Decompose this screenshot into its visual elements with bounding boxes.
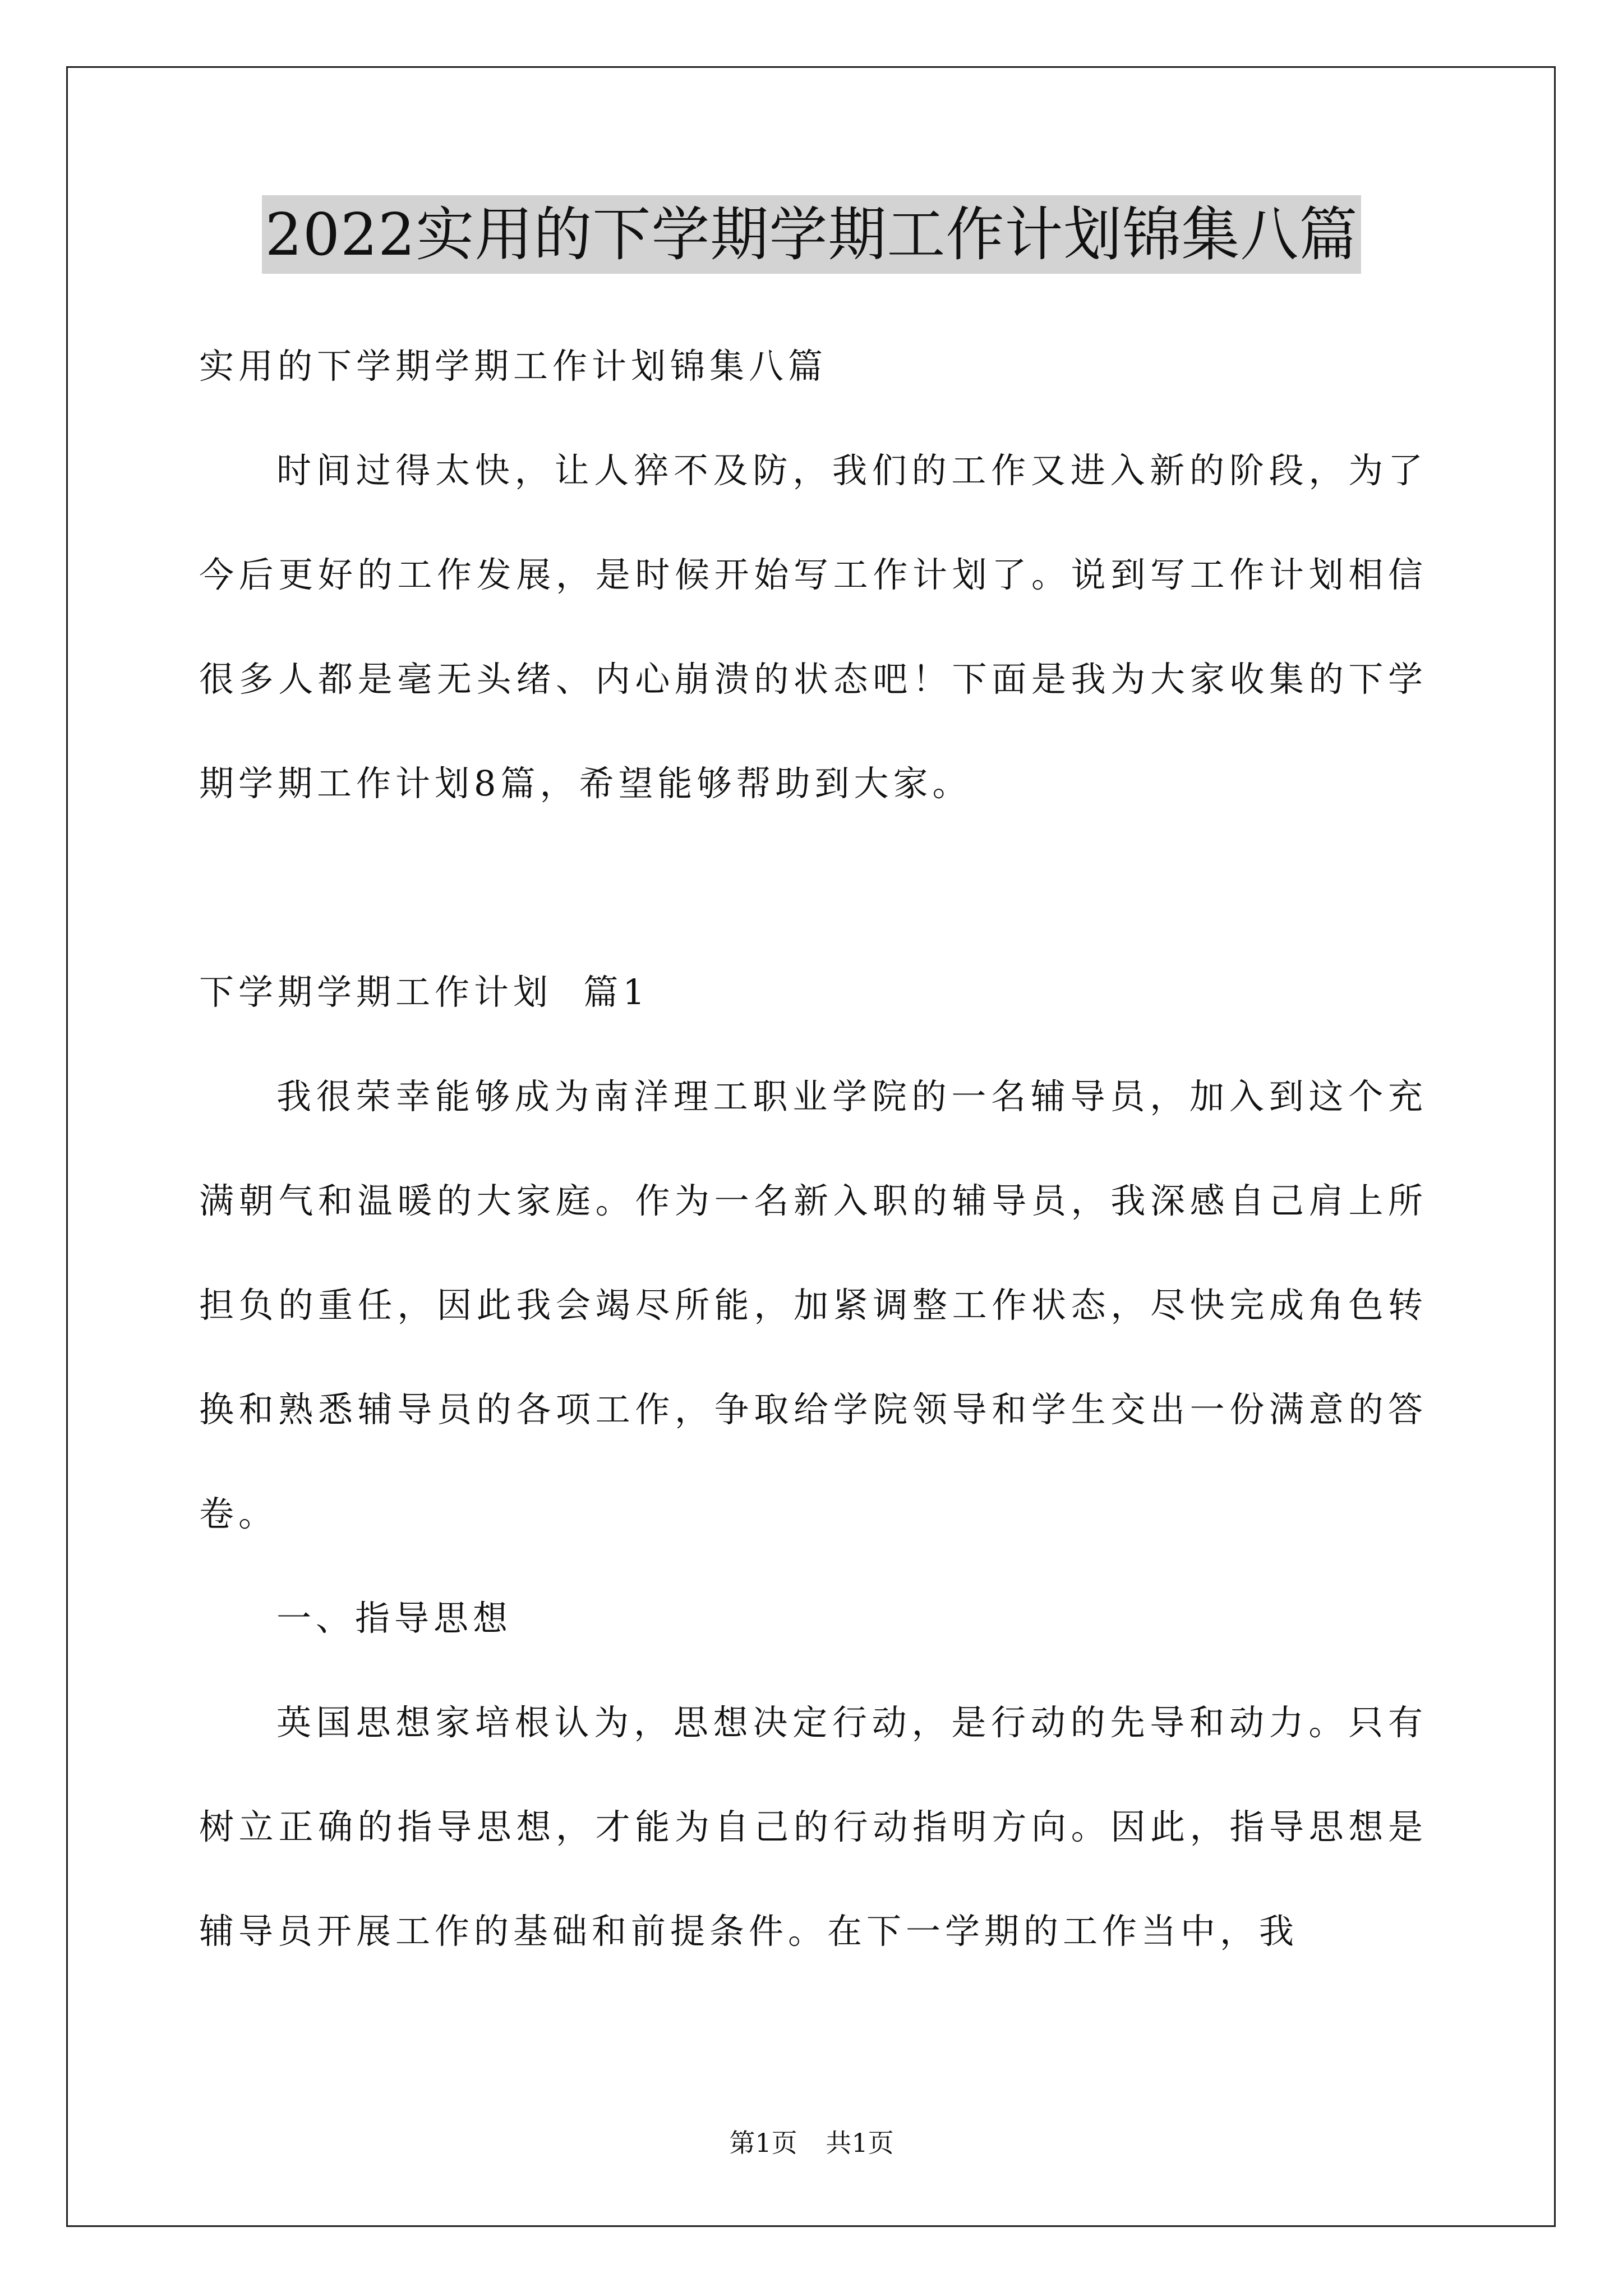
blank-line: [199, 836, 1427, 940]
page-current: 第1页: [729, 2128, 797, 2158]
paragraph-2: 英国思想家培根认为，思想决定行动，是行动的先导和动力。只有树立正确的指导思想，才能为自己的行动指明方向。因此，指导思想是辅导员开展工作的基础和前提条件。在下一学期的工作当中，我: [199, 1702, 1427, 1952]
document-body: [199, 314, 1427, 1984]
paragraph-1: 我很荣幸能够成为南洋理工职业学院的一名辅导员，加入到这个充满朝气和温暖的大家庭。作为一名新入职的辅导员，我深感自己肩上所担负的重任，因此我会竭尽所能，加紧调整工作状态，尽快完成角色转换和熟悉辅导员的各项工作，争取给学院领导和学生交出一份满意的答卷。: [199, 1076, 1427, 1534]
document-subtitle: 实用的下学期学期工作计划锦集八篇: [199, 346, 828, 386]
document-title: 2022实用的下学期学期工作计划锦集八篇: [262, 195, 1362, 274]
page-total: 共1页: [826, 2128, 894, 2158]
title-container: [0, 195, 1623, 274]
subheading-guiding-thought: 一、指导思想: [276, 1598, 513, 1639]
page-footer: [0, 2126, 1623, 2160]
intro-paragraph: 时间过得太快，让人猝不及防，我们的工作又进入新的阶段，为了今后更好的工作发展，是时候开始写工作计划了。说到写工作计划相信很多人都是毫无头绪、内心崩溃的状态吧！下面是我为大家收集的下学期学期工作计划8篇，希望能够帮助到大家。: [199, 450, 1427, 804]
section-heading: 下学期学期工作计划 篇1: [199, 972, 649, 1013]
